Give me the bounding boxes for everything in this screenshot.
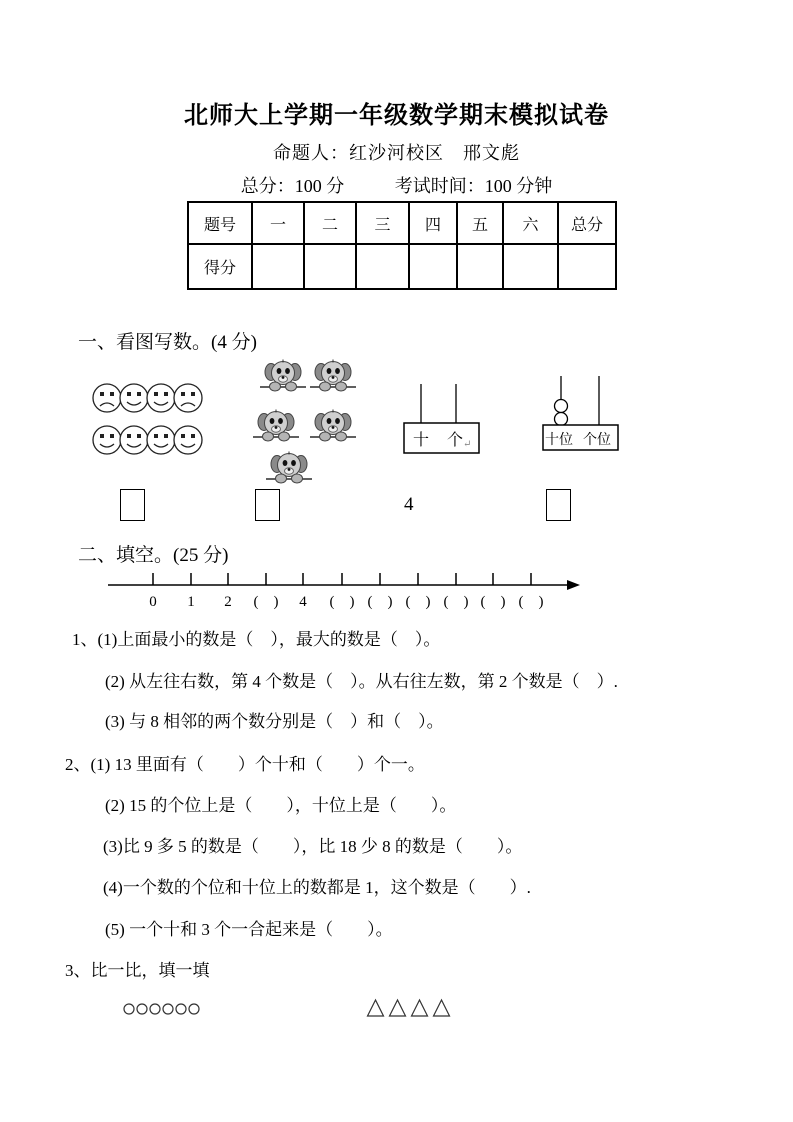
circle-shape [162,1002,174,1016]
answer-box [120,489,145,521]
score-cell-empty [558,244,616,289]
question-1-3: (3) 与 8 相邻的两个数分别是（ ）和（ ）。 [105,712,444,731]
score-cell-empty [304,244,356,289]
score-table-cell: 三 [356,202,409,244]
score-info-line [0,172,793,198]
question-1-1: 1、(1)上面最小的数是（ ），最大的数是（ ）。 [72,630,441,649]
question-2-1: 2、(1) 13 里面有（ ）个十和（ ）个一。 [65,755,425,774]
answer-box [546,489,571,521]
number-line-label: ( ) [518,594,544,610]
score-table-cell: 总分 [558,202,616,244]
score-cell-empty [457,244,503,289]
score-table-cell: 五 [457,202,503,244]
tens-label: 十 [413,432,430,449]
score-cell-empty [503,244,558,289]
number-line-label: 2 [224,594,232,610]
return-mark: ↵ [463,439,472,450]
puppies-figure [250,353,358,485]
number-line-label: ( ) [405,594,431,610]
smiley-faces-figure [91,383,205,457]
ones-place-label: 个位 [583,433,611,448]
score-cell-empty [356,244,409,289]
score-row-label: 得分 [188,244,252,289]
circle-shape [149,1002,161,1016]
question-2-4: (4)一个数的个位和十位上的数都是 1，这个数是（ ）. [103,878,531,897]
bead [555,400,568,413]
question-2-5: (5) 一个十和 3 个一合起来是（ ）。 [105,920,393,939]
number-line-label: ( ) [253,594,279,610]
exam-time-text: 考试时间：100 分钟 [394,176,553,196]
circle-shape [175,1002,187,1016]
score-table-cell: 题号 [188,202,252,244]
total-score-text: 总分：100 分 [240,176,345,196]
score-table-cell: 一 [252,202,304,244]
page-title: 北师大上学期一年级数学期末模拟试卷 [184,102,609,129]
question-3-heading: 3、比一比，填一填 [65,961,210,980]
abacus-with-beads-figure [542,376,620,452]
number-line-label: ( ) [367,594,393,610]
section-two-heading: 二、填空。(25 分) [78,545,229,566]
circles-figure [123,1002,200,1016]
number-line-label: 4 [299,594,307,610]
score-table-header-row [188,202,616,244]
number-line-label: ( ) [329,594,355,610]
number-line-label: ( ) [443,594,469,610]
triangles-figure [366,998,451,1018]
number-line-labels [0,594,793,614]
score-table [187,201,617,290]
question-2-3: (3)比 9 多 5 的数是（ ），比 18 少 8 的数是（ ）。 [103,837,523,856]
circle-shape [188,1002,200,1016]
given-number: 4 [404,494,414,515]
bead [555,413,568,426]
score-table-cell: 二 [304,202,356,244]
score-table-cell: 六 [503,202,558,244]
score-table-cell: 四 [409,202,457,244]
number-line-label: ( ) [480,594,506,610]
author-line: 命题人：红沙河校区 邢文彪 [273,143,520,163]
tens-place-label: 十位 [545,433,573,448]
question-2-2: (2) 15 的个位上是（ ），十位上是（ ）。 [105,796,457,815]
question-1-2: (2) 从左往右数，第 4 个数是（ ）。从右往左数，第 2 个数是（ ）. [105,672,618,691]
triangle-shape [366,998,385,1018]
score-cell-empty [252,244,304,289]
triangle-shape [410,998,429,1018]
number-line-label: 0 [149,594,157,610]
section-one-heading: 一、看图写数。(4 分) [78,332,257,353]
circle-shape [123,1002,135,1016]
score-cell-empty [409,244,457,289]
ones-label: 个 [447,432,464,449]
circle-shape [136,1002,148,1016]
score-table-score-row [188,244,616,289]
answer-box [255,489,280,521]
number-line [104,570,584,592]
abacus-without-beads-figure [403,384,481,455]
number-line-label: 1 [187,594,195,610]
triangle-shape [388,998,407,1018]
triangle-shape [432,998,451,1018]
